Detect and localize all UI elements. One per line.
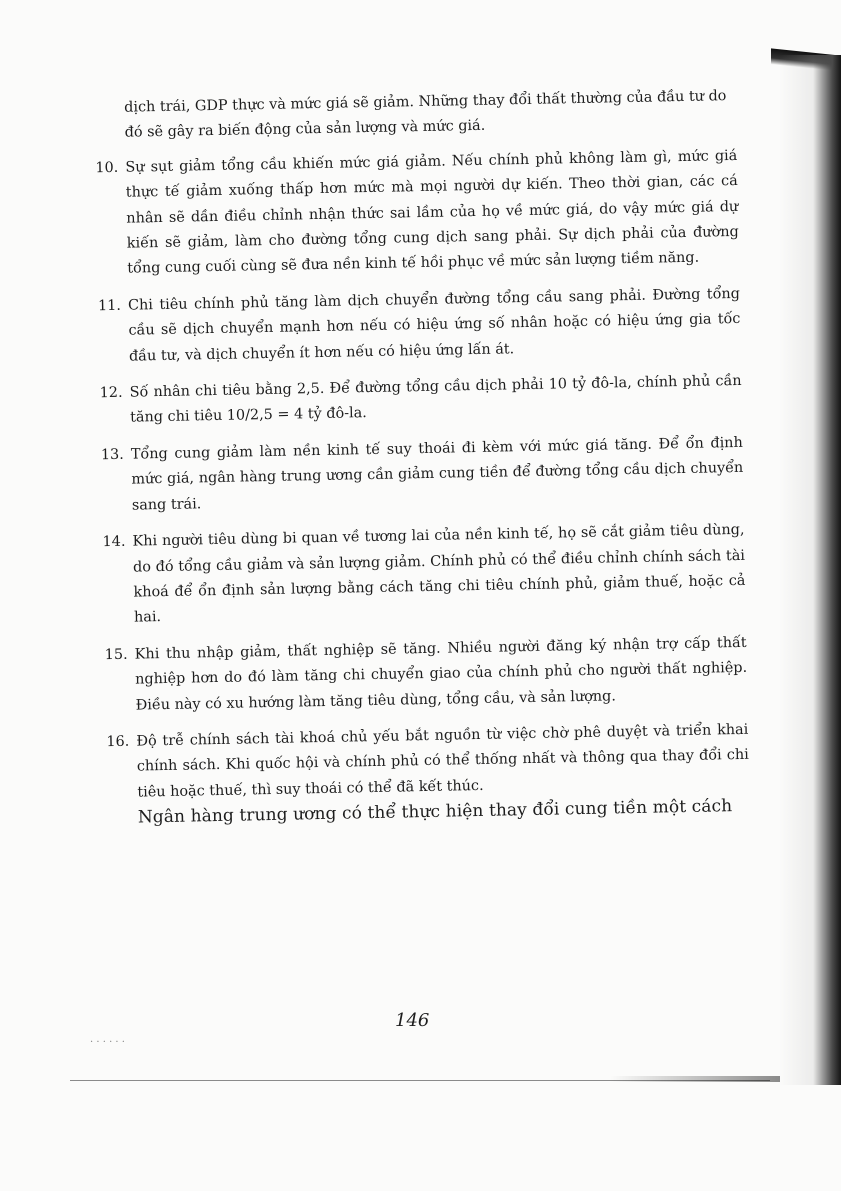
item-number: 13. — [100, 446, 124, 464]
answer-item-14 — [102, 518, 746, 632]
item-number: 16. — [106, 733, 130, 751]
item-number: 10. — [95, 159, 119, 177]
item-text-continued: Ngân hàng trung ương có thể thực hiện thay đổi cung tiền một cách — [137, 796, 733, 828]
item-text: Sự sụt giảm tổng cầu khiến mức giá giảm. Nếu chính phủ không làm gì, mức giá thực tế giảm xuống thấp hơn mức mà mọi người dự kiến. Theo thời gian, các cá nhân sẽ dần điều chỉnh nhận thức sai lầm của họ về mức giá, do vậy mức giá dự kiến sẽ giảm, làm cho đường tổng cung dịch sang phải. Sự dịch phải của đường tổng cung cuối cùng sẽ đưa nền kinh tế hồi phục về mức sản lượng tiềm năng. — [125, 147, 739, 278]
item-number: 12. — [99, 384, 123, 402]
answer-item-13 — [100, 431, 744, 519]
answer-item-11 — [97, 282, 741, 370]
item-text: Độ trễ chính sách tài khoá chủ yếu bắt nguồn từ việc chờ phê duyệt và triển khai chính sách. Khi quốc hội và chính phủ có thể thống nhất và thông qua thay đổi chi tiêu hoặc thuế, thì suy thoái có thể đã kết thúc. — [136, 721, 749, 801]
intro-text: dịch trái, GDP thực và mức giá sẽ giảm. Những thay đổi thất thường của đầu tư do đó sẽ gây ra biến động của sản lượng và mức giá. — [124, 88, 727, 142]
item-text: Khi thu nhập giảm, thất nghiệp sẽ tăng. Nhiều người đăng ký nhận trợ cấp thất nghiệp hơn do đó làm tăng chi chuyển giao của chính phủ cho người thất nghiệp. Điều này có xu hướng làm tăng tiêu dùng, tổng cầu, và sản lượng. — [134, 634, 748, 714]
item-text: Chi tiêu chính phủ tăng làm dịch chuyển đường tổng cầu sang phải. Đường tổng cầu sẽ dịch chuyển mạnh hơn nếu có hiệu ứng số nhân hoặc có hiệu ứng gia tốc đầu tư, và dịch chuyển ít hơn nếu có hiệu ứng lấn át. — [127, 285, 741, 365]
binding-edge — [779, 55, 841, 1085]
item-text: Khi người tiêu dùng bi quan về tương lai của nền kinh tế, họ sẽ cắt giảm tiêu dùng, do đó tổng cầu giảm và sản lượng giảm. Chính phủ có thể điều chỉnh chính sách tài khoá để ổn định sản lượng bằng cách tăng chi tiêu chính phủ, giảm thuế, hoặc cả hai. — [132, 521, 746, 626]
answer-item-16 — [106, 718, 750, 832]
page-body — [95, 84, 750, 842]
page-number: 146 — [395, 1010, 430, 1031]
answer-item-12 — [99, 369, 742, 432]
item-text: Tổng cung giảm làm nền kinh tế suy thoái đi kèm với mức giá tăng. Để ổn định mức giá, ngân hàng trung ương cần giảm cung tiền để đường tổng cầu dịch chuyển sang trái. — [130, 434, 744, 514]
item-number: 15. — [104, 646, 128, 663]
item-text: Số nhân chi tiêu bằng 2,5. Để đường tổng cầu dịch phải 10 tỷ đô-la, chính phủ cần tăng chi tiêu 10/2,5 = 4 tỷ đô-la. — [129, 372, 742, 427]
scan-speckles: · · · · · · — [90, 1037, 125, 1048]
answer-item-15 — [104, 631, 748, 719]
item-number: 11. — [97, 297, 122, 315]
answer-item-10 — [95, 144, 739, 283]
item-number: 14. — [102, 533, 126, 551]
page-bottom-shadow — [610, 1076, 780, 1082]
